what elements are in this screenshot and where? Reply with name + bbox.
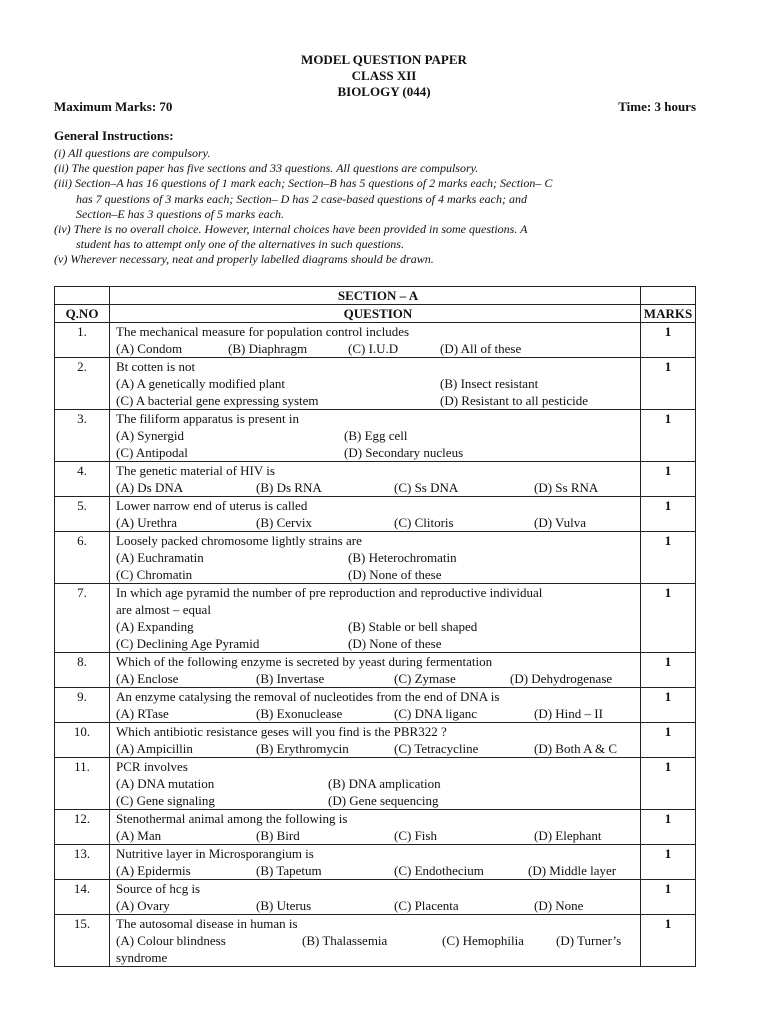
option-a: (A) Urethra <box>116 515 177 530</box>
option-b: (B) Bird <box>256 828 300 843</box>
instructions-title: General Instructions: <box>54 128 174 143</box>
option-d: (D) Dehydrogenase <box>510 671 613 686</box>
option-c: (C) Clitoris <box>394 515 454 530</box>
instruction-4: (iv) There is no overall choice. However, internal choices have been provided in some questions. A <box>54 222 528 237</box>
question-text: Bt cotten is not <box>116 359 196 374</box>
question-table <box>54 286 696 967</box>
question-number: 10. <box>55 723 110 758</box>
option-d-cont: syndrome <box>116 950 168 965</box>
instruction-2: (ii) The question paper has five sections and 33 questions. All questions are compulsory. <box>54 161 479 176</box>
option-d: (D) Vulva <box>534 515 587 530</box>
question-row <box>55 723 696 758</box>
question-marks: 1 <box>641 653 696 688</box>
option-a: (A) DNA mutation <box>116 776 215 791</box>
option-c: (C) Zymase <box>394 671 456 686</box>
option-a: (A) Condom <box>116 341 183 356</box>
option-b: (B) Stable or bell shaped <box>348 619 478 634</box>
question-row <box>55 462 696 497</box>
question-text: Source of hcg is <box>116 881 201 896</box>
option-d: (D) Resistant to all pesticide <box>440 393 589 408</box>
option-d: (D) Gene sequencing <box>328 793 439 808</box>
option-d: (D) None of these <box>348 636 442 651</box>
option-b: (B) Invertase <box>256 671 325 686</box>
question-number: 4. <box>55 462 110 497</box>
option-d: (D) None of these <box>348 567 442 582</box>
option-a: (A) Expanding <box>116 619 194 634</box>
option-d: (D) Middle layer <box>528 863 617 878</box>
option-b: (B) Thalassemia <box>302 933 388 948</box>
question-text: The genetic material of HIV is <box>116 463 275 478</box>
col-header-question: QUESTION <box>110 305 641 323</box>
instruction-3-cont2: Section–E has 3 questions of 5 marks each. <box>76 206 284 221</box>
option-d: (D) Ss RNA <box>534 480 599 495</box>
option-d: (D) Both A & C <box>534 741 618 756</box>
question-text: Which of the following enzyme is secreted by yeast during fermentation <box>116 654 493 669</box>
option-d: (D) None <box>534 898 584 913</box>
question-marks: 1 <box>641 688 696 723</box>
question-number: 7. <box>55 584 110 653</box>
question-text: Nutritive layer in Microsporangium is <box>116 846 314 861</box>
option-a: (A) Man <box>116 828 162 843</box>
paper-title: MODEL QUESTION PAPER <box>301 52 467 67</box>
subject-label: BIOLOGY (044) <box>337 84 431 99</box>
question-row <box>55 810 696 845</box>
question-marks: 1 <box>641 532 696 584</box>
question-row <box>55 915 696 967</box>
question-number: 5. <box>55 497 110 532</box>
option-c: (C) Declining Age Pyramid <box>116 636 260 651</box>
section-title: SECTION – A <box>110 287 641 305</box>
option-b: (B) Diaphragm <box>228 341 308 356</box>
option-a: (A) Ampicillin <box>116 741 193 756</box>
question-row <box>55 845 696 880</box>
question-number: 8. <box>55 653 110 688</box>
option-b: (B) Heterochromatin <box>348 550 457 565</box>
option-a: (A) Synergid <box>116 428 185 443</box>
section-row <box>55 287 696 305</box>
option-c: (C) Endothecium <box>394 863 484 878</box>
option-a: (A) RTase <box>116 706 169 721</box>
option-a: (A) Ovary <box>116 898 170 913</box>
question-number: 6. <box>55 532 110 584</box>
question-text: The filiform apparatus is present in <box>116 411 300 426</box>
question-number: 2. <box>55 358 110 410</box>
col-header-qno: Q.NO <box>55 305 110 323</box>
question-row <box>55 497 696 532</box>
question-row <box>55 653 696 688</box>
instruction-3-cont: has 7 questions of 3 marks each; Section– D has 2 case-based questions of 4 marks each; and <box>76 191 527 206</box>
option-c: (C) Antipodal <box>116 445 188 460</box>
question-number: 11. <box>55 758 110 810</box>
header-row <box>55 305 696 323</box>
question-marks: 1 <box>641 880 696 915</box>
instruction-4-cont: student has to attempt only one of the alternatives in such questions. <box>76 237 404 252</box>
question-text: PCR involves <box>116 759 188 774</box>
question-row <box>55 584 696 653</box>
class-label: CLASS XII <box>351 68 417 83</box>
option-c: (C) Hemophilia <box>442 933 524 948</box>
marks-time-row <box>54 99 696 115</box>
option-a: (A) Euchramatin <box>116 550 204 565</box>
time-allowed: Time: 3 hours <box>618 99 696 114</box>
instruction-5: (v) Wherever necessary, neat and properly labelled diagrams should be drawn. <box>54 252 434 267</box>
option-c: (C) Placenta <box>394 898 459 913</box>
max-marks: Maximum Marks: 70 <box>54 99 173 114</box>
option-d: (D) All of these <box>440 341 522 356</box>
question-marks: 1 <box>641 810 696 845</box>
option-d: (D) Hind – II <box>534 706 603 721</box>
option-b: (B) Cervix <box>256 515 312 530</box>
question-text: Which antibiotic resistance geses will you find is the PBR322 ? <box>116 724 447 739</box>
option-d: (D) Secondary nucleus <box>344 445 464 460</box>
question-text: An enzyme catalysing the removal of nucleotides from the end of DNA is <box>116 689 500 704</box>
option-b: (B) Tapetum <box>256 863 322 878</box>
question-marks: 1 <box>641 758 696 810</box>
question-number: 9. <box>55 688 110 723</box>
question-text: The autosomal disease in human is <box>116 916 298 931</box>
question-text: Loosely packed chromosome lightly strains are <box>116 533 362 548</box>
option-a: (A) A genetically modified plant <box>116 376 285 391</box>
instruction-3: (iii) Section–A has 16 questions of 1 mark each; Section–B has 5 questions of 2 marks each; Section– C <box>54 176 553 191</box>
option-b: (B) Uterus <box>256 898 312 913</box>
question-marks: 1 <box>641 462 696 497</box>
option-c: (C) Fish <box>394 828 437 843</box>
question-row <box>55 410 696 462</box>
col-header-marks: MARKS <box>641 305 696 323</box>
option-c: (C) Gene signaling <box>116 793 215 808</box>
option-d: (D) Elephant <box>534 828 602 843</box>
question-row <box>55 688 696 723</box>
question-number: 12. <box>55 810 110 845</box>
question-marks: 1 <box>641 723 696 758</box>
question-row <box>55 532 696 584</box>
question-text: The mechanical measure for population control includes <box>116 324 410 339</box>
option-b: (B) Exonuclease <box>256 706 343 721</box>
question-number: 3. <box>55 410 110 462</box>
question-number: 15. <box>55 915 110 967</box>
question-text: In which age pyramid the number of pre reproduction and reproductive individual <box>116 585 543 600</box>
question-row <box>55 358 696 410</box>
question-number: 13. <box>55 845 110 880</box>
question-marks: 1 <box>641 410 696 462</box>
option-c: (C) A bacterial gene expressing system <box>116 393 319 408</box>
question-number: 14. <box>55 880 110 915</box>
option-a: (A) Ds DNA <box>116 480 184 495</box>
question-text-cont: are almost – equal <box>116 602 211 617</box>
option-c: (C) Ss DNA <box>394 480 459 495</box>
question-marks: 1 <box>641 358 696 410</box>
option-b: (B) Erythromycin <box>256 741 349 756</box>
question-marks: 1 <box>641 845 696 880</box>
option-b: (B) Insect resistant <box>440 376 539 391</box>
option-c: (C) Tetracycline <box>394 741 479 756</box>
option-b: (B) Egg cell <box>344 428 408 443</box>
option-a: (A) Epidermis <box>116 863 191 878</box>
question-marks: 1 <box>641 497 696 532</box>
option-a: (A) Enclose <box>116 671 179 686</box>
option-a: (A) Colour blindness <box>116 933 226 948</box>
question-text: Lower narrow end of uterus is called <box>116 498 308 513</box>
question-text: Stenothermal animal among the following is <box>116 811 348 826</box>
instructions-list <box>54 146 694 268</box>
option-b: (B) Ds RNA <box>256 480 322 495</box>
question-row <box>55 758 696 810</box>
question-row <box>55 323 696 358</box>
option-c: (C) I.U.D <box>348 341 399 356</box>
question-marks: 1 <box>641 584 696 653</box>
question-row <box>55 880 696 915</box>
question-marks: 1 <box>641 323 696 358</box>
option-c: (C) Chromatin <box>116 567 193 582</box>
option-d: (D) Turner’s <box>556 933 622 948</box>
instruction-1: (i) All questions are compulsory. <box>54 146 211 160</box>
question-marks: 1 <box>641 915 696 967</box>
option-b: (B) DNA amplication <box>328 776 441 791</box>
question-number: 1. <box>55 323 110 358</box>
option-c: (C) DNA liganc <box>394 706 478 721</box>
